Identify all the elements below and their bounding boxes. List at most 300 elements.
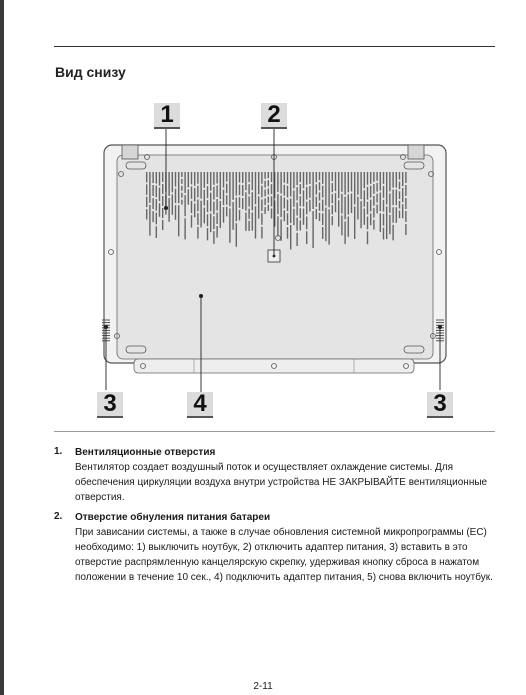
vent-slot xyxy=(319,172,320,180)
vent-slot xyxy=(239,172,240,183)
vent-slot xyxy=(319,213,320,221)
vent-slot xyxy=(319,182,320,190)
vent-slot xyxy=(392,207,393,223)
vent-slot xyxy=(370,200,371,212)
vent-slot xyxy=(216,226,217,238)
list-item xyxy=(54,511,499,585)
vent-slot xyxy=(191,172,192,184)
vent-slot xyxy=(248,196,249,206)
list-item xyxy=(54,446,499,505)
vent-slot xyxy=(306,172,307,185)
vent-slot xyxy=(325,172,326,206)
vent-slot xyxy=(194,204,195,218)
vent-slot xyxy=(380,213,381,232)
vent-slot xyxy=(181,186,182,191)
vent-slot xyxy=(226,207,227,217)
vent-slot xyxy=(341,194,342,214)
vent-slot xyxy=(223,190,224,206)
vent-slot xyxy=(152,185,153,196)
vent-slot xyxy=(383,228,384,240)
vent-slot xyxy=(255,172,256,204)
left-hinge xyxy=(122,145,138,159)
vent-slot xyxy=(236,198,237,222)
vent-slot xyxy=(242,185,243,196)
vent-slot xyxy=(168,198,169,222)
vent-slot xyxy=(252,172,253,190)
vent-slot xyxy=(229,208,230,242)
vent-slot xyxy=(399,201,400,209)
vent-slot xyxy=(245,213,246,231)
vent-slot xyxy=(399,172,400,180)
vent-slot xyxy=(364,190,365,206)
vent-slot xyxy=(271,184,272,194)
vent-slot xyxy=(360,172,361,199)
vent-slot xyxy=(175,205,176,220)
vent-slot xyxy=(300,196,301,206)
vent-slot xyxy=(389,215,390,234)
page-number: 2-11 xyxy=(253,681,273,692)
vent-slot xyxy=(213,202,214,215)
vent-slot xyxy=(197,172,198,184)
vent-slot xyxy=(405,211,406,222)
vent-slot xyxy=(351,194,352,214)
vent-slot xyxy=(277,216,278,236)
vent-slot xyxy=(405,224,406,235)
vent-slot xyxy=(364,209,365,225)
vent-slot xyxy=(239,210,240,221)
vent-slot xyxy=(383,200,384,212)
vent-slot xyxy=(197,227,198,239)
callout-3-left: 3 xyxy=(97,392,123,418)
vent-slot xyxy=(373,208,374,218)
vent-slot xyxy=(284,210,285,221)
vent-slot xyxy=(194,172,195,186)
vent-slot xyxy=(287,227,288,239)
vent-slot xyxy=(367,202,368,215)
vent-slot xyxy=(296,187,297,200)
vent-slot xyxy=(287,200,288,212)
vent-slot xyxy=(248,184,249,194)
vent-slot xyxy=(213,172,214,185)
vent-slot xyxy=(357,172,358,195)
vent-slot xyxy=(184,172,185,193)
vent-slot xyxy=(280,172,281,194)
vent-slot xyxy=(351,172,352,192)
vent-slot xyxy=(207,186,208,198)
vent-slot xyxy=(335,172,336,191)
vent-slot xyxy=(290,172,291,197)
vent-slot xyxy=(216,199,217,211)
vent-slot xyxy=(216,186,217,198)
vent-slot xyxy=(322,227,323,239)
vent-slot xyxy=(229,172,230,206)
vent-slot xyxy=(280,196,281,218)
vent-slot xyxy=(396,172,397,188)
vent-slot xyxy=(380,193,381,212)
vent-slot xyxy=(360,201,361,228)
vent-slot xyxy=(402,188,403,202)
vent-slot xyxy=(197,200,198,212)
vent-slot xyxy=(332,205,333,214)
vent-slot xyxy=(389,172,390,191)
vent-slot xyxy=(367,187,368,200)
vent-slot xyxy=(303,172,304,188)
vent-slot xyxy=(271,196,272,206)
vent-slot xyxy=(181,172,182,177)
vent-slot xyxy=(319,192,320,200)
vent-slot xyxy=(152,172,153,183)
laptop-bottom-illustration xyxy=(54,100,496,430)
vent-slot xyxy=(367,172,368,185)
vent-slot xyxy=(344,221,345,244)
vent-slot xyxy=(405,185,406,196)
vent-slot xyxy=(399,182,400,190)
vent-slot xyxy=(367,231,368,244)
vent-slot xyxy=(149,205,150,236)
vent-slot xyxy=(348,217,349,237)
vent-slot xyxy=(152,198,153,209)
vent-slot xyxy=(194,188,195,202)
vent-slot xyxy=(236,223,237,247)
vent-slot xyxy=(197,213,198,225)
vent-slot xyxy=(162,196,163,206)
vent-slot xyxy=(376,183,377,192)
vent-slot xyxy=(264,181,265,188)
vent-slot xyxy=(232,172,233,200)
vent-slot xyxy=(271,208,272,218)
header-rule xyxy=(54,46,495,47)
vent-slot xyxy=(367,217,368,230)
vent-slot xyxy=(245,172,246,190)
vent-slot xyxy=(261,213,262,225)
vent-slot xyxy=(332,172,333,181)
vent-slot xyxy=(303,190,304,206)
vent-slot xyxy=(306,187,307,200)
right-hinge xyxy=(408,145,424,159)
item-number: 1. xyxy=(54,446,63,457)
figure-bottom-rule xyxy=(54,431,495,432)
vent-slot xyxy=(248,209,249,219)
vent-slot xyxy=(191,201,192,213)
vent-slot xyxy=(316,184,317,194)
vent-slot xyxy=(322,172,323,184)
vent-slot xyxy=(184,218,185,239)
vent-slot xyxy=(402,204,403,218)
vent-slot xyxy=(396,190,397,206)
vent-slot xyxy=(322,200,323,212)
vent-slot xyxy=(290,225,291,250)
vent-slot xyxy=(376,172,377,181)
vent-slot xyxy=(309,186,310,198)
vent-slot xyxy=(328,209,329,244)
vent-slot xyxy=(207,172,208,184)
vent-slot xyxy=(348,194,349,214)
laptop-bottom-figure xyxy=(54,100,496,430)
vent-slot xyxy=(357,197,358,220)
vent-slot xyxy=(399,191,400,199)
vent-slot xyxy=(213,216,214,229)
vent-slot xyxy=(268,205,269,211)
vent-slot xyxy=(268,197,269,203)
vent-slot xyxy=(386,207,387,240)
vent-slot xyxy=(312,211,313,248)
vent-slot xyxy=(405,172,406,183)
vent-slot xyxy=(296,233,297,246)
vent-slot xyxy=(181,193,182,198)
vent-slot xyxy=(373,196,374,206)
vent-slot xyxy=(332,194,333,203)
vent-slot xyxy=(149,172,150,203)
vent-slot xyxy=(344,172,345,195)
vent-slot xyxy=(178,172,179,203)
vent-slot xyxy=(392,190,393,206)
vent-slot xyxy=(341,216,342,236)
vent-slot xyxy=(364,172,365,188)
vent-slot xyxy=(392,172,393,188)
vent-slot xyxy=(213,231,214,244)
vent-slot xyxy=(306,217,307,230)
vent-slot xyxy=(376,194,377,203)
vent-slot xyxy=(156,226,157,238)
vent-slot xyxy=(370,186,371,198)
vent-slot xyxy=(306,202,307,215)
vent-slot xyxy=(373,172,374,182)
vent-slot xyxy=(188,172,189,187)
vent-slot xyxy=(264,207,265,214)
vent-slot xyxy=(325,208,326,242)
item-body: Вентилятор создает воздушный поток и осуществляет охлаждение системы. Для обеспечения циркуляции воздуха внутри устройства НЕ ЗАКРЫВАЙТЕ вентиляционные отверстия. xyxy=(75,462,488,503)
vent-slot xyxy=(162,220,163,230)
vent-slot xyxy=(216,172,217,184)
vent-slot xyxy=(293,209,294,225)
vent-slot xyxy=(306,231,307,244)
vent-slot xyxy=(300,208,301,218)
vent-slot xyxy=(242,198,243,209)
vent-slot xyxy=(172,194,173,214)
callout-1: 1 xyxy=(154,103,180,129)
vent-slot xyxy=(293,190,294,206)
vent-slot xyxy=(156,213,157,225)
vent-slot xyxy=(264,190,265,197)
vent-slot xyxy=(284,185,285,196)
vent-slot xyxy=(258,196,259,218)
vent-slot xyxy=(287,172,288,184)
vent-slot xyxy=(178,205,179,236)
vent-slot xyxy=(200,201,201,228)
vent-slot xyxy=(383,214,384,226)
vent-slot xyxy=(207,228,208,240)
vent-slot xyxy=(146,172,147,182)
item-number: 2. xyxy=(54,511,63,522)
vent-slot xyxy=(312,172,313,209)
vent-slot xyxy=(280,219,281,241)
vent-slot xyxy=(210,172,211,191)
vent-slot xyxy=(370,213,371,225)
vent-slot xyxy=(402,172,403,186)
vent-slot xyxy=(223,207,224,223)
vent-slot xyxy=(207,214,208,226)
vent-slot xyxy=(213,187,214,200)
vent-slot xyxy=(338,200,339,226)
vent-slot xyxy=(261,227,262,239)
vent-slot xyxy=(239,185,240,196)
vent-slot xyxy=(159,203,160,217)
vent-slot xyxy=(156,199,157,211)
vent-slot xyxy=(344,197,345,220)
vent-slot xyxy=(152,211,153,222)
vent-slot xyxy=(181,200,182,205)
vent-slot xyxy=(383,186,384,198)
vent-slot xyxy=(284,172,285,183)
vent-slot xyxy=(284,198,285,209)
vent-slot xyxy=(373,220,374,230)
vent-slot xyxy=(181,179,182,184)
vent-slot xyxy=(354,172,355,205)
vent-slot xyxy=(175,189,176,204)
vent-slot xyxy=(252,192,253,210)
vent-slot xyxy=(271,172,272,182)
vent-slot xyxy=(204,208,205,224)
vent-slot xyxy=(220,201,221,228)
vent-slot xyxy=(159,172,160,186)
vent-slot xyxy=(383,172,384,184)
vent-slot xyxy=(162,172,163,182)
vent-slot xyxy=(300,184,301,194)
vent-slot xyxy=(172,172,173,192)
vent-slot xyxy=(300,172,301,182)
vent-slot xyxy=(252,212,253,230)
vent-slot xyxy=(207,200,208,212)
vent-slot xyxy=(396,207,397,223)
vent-slot xyxy=(316,197,317,207)
feature-list xyxy=(54,446,499,591)
vent-slot xyxy=(242,172,243,183)
vent-slot xyxy=(245,192,246,210)
vent-slot xyxy=(319,203,320,211)
vent-slot xyxy=(258,172,259,194)
callout-4: 4 xyxy=(187,392,213,418)
vent-slot xyxy=(296,218,297,231)
vent-slot xyxy=(264,172,265,179)
vent-slot xyxy=(303,209,304,225)
vent-slot xyxy=(322,213,323,225)
item-title: Вентиляционные отверстия xyxy=(75,447,216,458)
vent-slot xyxy=(175,172,176,187)
vent-slot xyxy=(146,184,147,194)
vent-slot xyxy=(159,188,160,202)
vent-slot xyxy=(226,184,227,194)
vent-slot xyxy=(287,186,288,198)
vent-slot xyxy=(309,200,310,212)
vent-slot xyxy=(380,172,381,191)
item-body: При зависании системы, а также в случае обновления системной микропрограммы (EC) необходимо: 1) выключить ноутбук, 2) отключить адаптер питания, 3) вставить в это отверстие распрямленную канцелярскую скрепку, удерживая кнопку сброса в нажатом положении в течение 10 сек., 4) подключить адаптер питания, 5) снова включить ноутбук. xyxy=(75,527,493,583)
vent-slot xyxy=(239,197,240,208)
vent-slot xyxy=(316,172,317,182)
vent-slot xyxy=(236,172,237,196)
vent-slot xyxy=(223,172,224,188)
vent-slot xyxy=(216,213,217,225)
vent-slot xyxy=(389,193,390,212)
vent-slot xyxy=(370,172,371,184)
vent-slot xyxy=(162,208,163,218)
vent-slot xyxy=(146,209,147,219)
vent-slot xyxy=(332,183,333,192)
vent-slot xyxy=(296,172,297,185)
vent-slot xyxy=(200,172,201,199)
vent-slot xyxy=(261,172,262,184)
vent-slot xyxy=(210,193,211,212)
vent-slot xyxy=(376,205,377,214)
vent-slot xyxy=(287,213,288,225)
vent-slot xyxy=(293,172,294,188)
vent-slot xyxy=(204,190,205,206)
vent-slot xyxy=(277,172,278,192)
vent-slot xyxy=(232,202,233,230)
vent-slot xyxy=(268,180,269,186)
vent-slot xyxy=(191,186,192,198)
vent-slot xyxy=(296,202,297,215)
vent-slot xyxy=(146,197,147,207)
vent-slot xyxy=(248,221,249,231)
vent-slot xyxy=(392,225,393,241)
vent-slot xyxy=(248,172,249,182)
vent-slot xyxy=(309,172,310,184)
vent-slot xyxy=(354,207,355,240)
vent-slot xyxy=(226,195,227,205)
section-heading: Вид снизу xyxy=(55,64,126,80)
vent-slot xyxy=(261,199,262,211)
page-edge-bar xyxy=(0,0,4,695)
vent-slot xyxy=(322,186,323,198)
vent-slot xyxy=(268,172,269,178)
vent-slot xyxy=(261,186,262,198)
vent-slot xyxy=(191,215,192,227)
vent-slot xyxy=(255,206,256,238)
vent-slot xyxy=(348,172,349,192)
vent-slot xyxy=(341,172,342,192)
vent-slot xyxy=(197,186,198,198)
vent-slot xyxy=(332,216,333,225)
vent-slot xyxy=(316,209,317,219)
vent-slot xyxy=(210,214,211,233)
vent-slot xyxy=(277,194,278,214)
vent-slot xyxy=(264,198,265,205)
vent-slot xyxy=(184,195,185,216)
vent-slot xyxy=(335,193,336,212)
vent-slot xyxy=(188,189,189,204)
vent-slot xyxy=(328,172,329,207)
vent-slot xyxy=(168,172,169,196)
vent-slot xyxy=(268,188,269,194)
vent-slot xyxy=(338,172,339,198)
bottom-strip xyxy=(134,359,414,373)
vent-slot xyxy=(373,184,374,194)
vent-slot xyxy=(226,172,227,182)
vent-slot xyxy=(300,220,301,230)
vent-slot xyxy=(156,172,157,184)
vent-slot xyxy=(386,172,387,205)
vent-slot xyxy=(204,172,205,188)
callout-3-right: 3 xyxy=(427,392,453,418)
vent-slot xyxy=(220,172,221,199)
vent-slot xyxy=(399,211,400,219)
item-title: Отверстие обнуления питания батареи xyxy=(75,512,271,523)
vent-slot xyxy=(156,186,157,198)
vent-slot xyxy=(405,198,406,209)
vent-slot xyxy=(162,184,163,194)
vent-slot xyxy=(290,199,291,224)
callout-2: 2 xyxy=(261,103,287,129)
